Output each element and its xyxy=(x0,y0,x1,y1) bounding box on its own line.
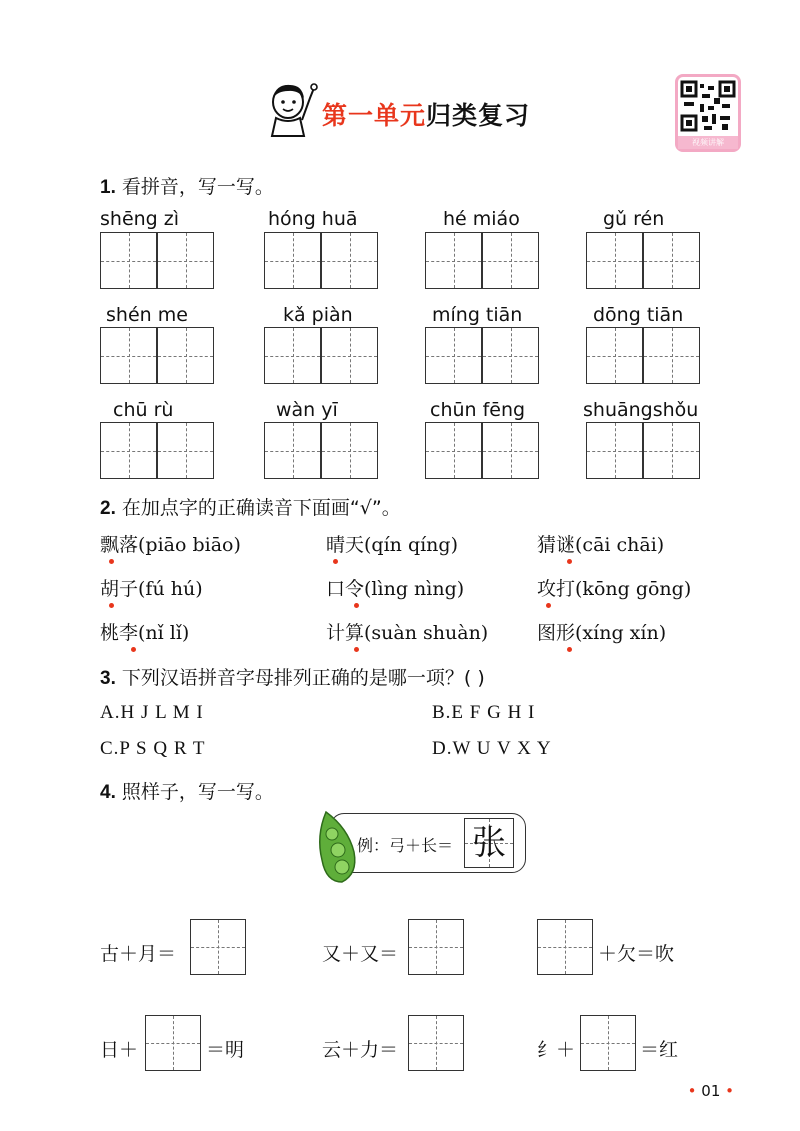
word-item[interactable]: 飘落(piāo biāo) xyxy=(100,534,241,556)
equation-right: ＋欠＝吹 xyxy=(598,943,675,965)
choice-option-b[interactable]: B.E F G H I xyxy=(432,702,536,723)
answer-box[interactable] xyxy=(408,1015,464,1071)
word-item[interactable]: 桃李(nǐ lǐ) xyxy=(100,622,190,644)
q3-heading: 3. 下列汉语拼音字母排列正确的是哪一项？( ) xyxy=(100,667,485,689)
pinyin-label: chū rù xyxy=(113,399,174,421)
emphasis-dot xyxy=(567,559,572,564)
pinyin-label: kǎ piàn xyxy=(283,304,353,326)
writing-box[interactable] xyxy=(264,232,378,289)
equation-left: 古＋月＝ xyxy=(100,943,177,965)
emphasis-dot xyxy=(354,603,359,608)
equation-left: 日＋ xyxy=(100,1039,139,1061)
word-item[interactable]: 晴天(qín qíng) xyxy=(326,534,458,556)
emphasis-dot xyxy=(131,647,136,652)
choice-option-c[interactable]: C.P S Q R T xyxy=(100,738,206,759)
pinyin-label: hé miáo xyxy=(443,208,520,230)
pinyin-label: dōng tiān xyxy=(593,304,684,326)
example-text: 例：弓＋长＝ xyxy=(357,836,454,855)
emphasis-dot xyxy=(333,559,338,564)
equation-right: ＝红 xyxy=(640,1039,679,1061)
equation-left: 又＋又＝ xyxy=(322,943,399,965)
emphasis-dot xyxy=(109,603,114,608)
writing-box[interactable] xyxy=(264,422,378,479)
writing-box[interactable] xyxy=(586,327,700,384)
emphasis-dot xyxy=(109,559,114,564)
word-item[interactable]: 猜谜(cāi chāi) xyxy=(537,534,665,556)
emphasis-dot xyxy=(354,647,359,652)
word-item[interactable]: 攻打(kōng gōng) xyxy=(537,578,692,600)
pinyin-label: hóng huā xyxy=(268,208,358,230)
pinyin-label: míng tiān xyxy=(432,304,523,326)
writing-box[interactable] xyxy=(425,422,539,479)
q4-heading: 4. 照样子，写一写。 xyxy=(100,781,274,803)
choice-option-d[interactable]: D.W U V X Y xyxy=(432,738,552,759)
pinyin-label: shuāngshǒu xyxy=(583,399,699,421)
page-title: 第一单元归类复习 xyxy=(322,101,531,130)
page-number: • 01 • xyxy=(687,1082,734,1100)
writing-box[interactable] xyxy=(264,327,378,384)
qr-code[interactable] xyxy=(675,74,741,152)
pinyin-label: shén me xyxy=(106,304,188,326)
word-item[interactable]: 胡子(fú hú) xyxy=(100,578,203,600)
pinyin-label: wàn yī xyxy=(276,399,338,421)
writing-box[interactable] xyxy=(100,232,214,289)
writing-box[interactable] xyxy=(586,232,700,289)
answer-box[interactable] xyxy=(190,919,246,975)
equation-left: 云＋力＝ xyxy=(322,1039,399,1061)
boy-illustration-icon xyxy=(262,78,320,140)
writing-box[interactable] xyxy=(100,327,214,384)
equation-right: ＝明 xyxy=(206,1039,245,1061)
pinyin-label: gǔ rén xyxy=(603,208,665,230)
writing-box[interactable] xyxy=(425,327,539,384)
writing-box[interactable] xyxy=(586,422,700,479)
pinyin-label: shēng zì xyxy=(100,208,180,230)
qr-code-icon xyxy=(680,80,736,132)
qr-caption: 视频讲解 xyxy=(678,136,738,149)
equation-left: 纟＋ xyxy=(537,1039,576,1061)
writing-box[interactable] xyxy=(425,232,539,289)
word-item[interactable]: 计算(suàn shuàn) xyxy=(326,622,489,644)
writing-box[interactable] xyxy=(100,422,214,479)
answer-box[interactable] xyxy=(408,919,464,975)
answer-box[interactable] xyxy=(145,1015,201,1071)
emphasis-dot xyxy=(546,603,551,608)
example-answer: 张 xyxy=(472,823,506,863)
choice-option-a[interactable]: A.H J L M I xyxy=(100,702,204,723)
q2-heading: 2. 在加点字的正确读音下面画“√”。 xyxy=(100,497,401,519)
q1-heading: 1. 看拼音，写一写。 xyxy=(100,176,274,198)
word-item[interactable]: 口令(lìng nìng) xyxy=(326,578,465,600)
emphasis-dot xyxy=(567,647,572,652)
word-item[interactable]: 图形(xíng xín) xyxy=(537,622,667,644)
pinyin-label: chūn fēng xyxy=(430,399,526,421)
answer-box[interactable] xyxy=(580,1015,636,1071)
answer-box[interactable] xyxy=(537,919,593,975)
